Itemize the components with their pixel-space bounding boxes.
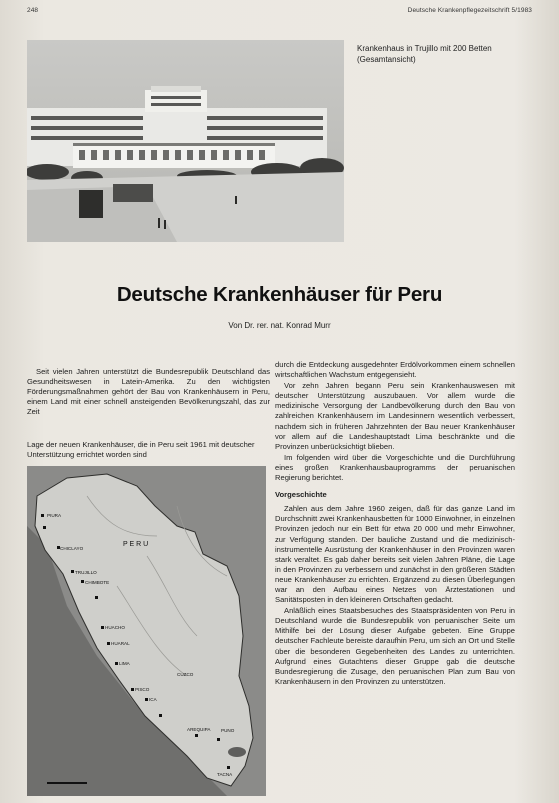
photo-caption: Krankenhaus in Trujillo mit 200 Betten (Gesamtansicht) — [357, 44, 492, 64]
map-label-piura: PIURA — [47, 513, 62, 518]
left-column — [27, 367, 270, 417]
right-paragraph-2: Vor zehn Jahren begann Peru sein Krankenhauswesen mit deutscher Unterstützung auszubauen. Vor allem wurde die medizinische Versorgung der Landbevölkerung durch den Bau von zahlreichen Krankenhäusern im Landesinnern wesentlich verbessert, nachdem sich in früheren Jahrzehnten der Bau neuer Krankenhäuser vor allem auf die Landeshauptstadt Lima beschränkte und die Provinzen unberücksichtigt blieben. — [275, 381, 515, 451]
map-country-label: P E R U — [123, 541, 149, 548]
map-label-pisco: PISCO — [135, 687, 150, 692]
map-label-huacho: HUACHO — [105, 625, 125, 630]
article-author: Von Dr. rer. nat. Konrad Murr — [228, 321, 331, 330]
right-paragraph-1: durch die Entdeckung ausgedehnter Erdölvorkommen einem schnellen wirtschaftlichen Wachstum entgegensieht. — [275, 360, 515, 380]
map-label-huaral: HUARAL — [111, 641, 130, 646]
map-label-tacna: TACNA — [217, 772, 233, 777]
right-paragraph-5: Anläßlich eines Staatsbesuches des Staatspräsidenten von Peru in Deutschland wurde die Bundesrepublik von peruanischer Seite um Mithilfe bei der Lösung dieser Aufgabe gebeten. Eine Gruppe deutscher Fachleute bereiste daraufhin Peru, um sich an Ort und Stelle über die besonderen Gegebenheiten des Landes zu unterrichten. Aufgrund eines Gutachtens dieser Gruppe gab die deutsche Bundesregierung die Zusage, den peruanischen Plan zum Bau von Krankenhäusern in den Provinzen zu unterstützen. — [275, 606, 515, 686]
intro-paragraph: Seit vielen Jahren unterstützt die Bundesrepublik Deutschland das Gesundheitswesen in Latein-Amerika. Zu den wichtigsten Förderungsmaßnahmen gehört der Bau von Krankenhäusern in Peru, einem Land mit einer schnell ansteigenden Bevölkerungszahl, das zur Zeit — [27, 367, 270, 417]
map-label-puno: PUNO — [221, 728, 235, 733]
map-caption: Lage der neuen Krankenhäuser, die in Peru seit 1961 mit deutscher Unterstützung errichtet worden sind — [27, 440, 255, 460]
article-title: Deutsche Krankenhäuser für Peru — [116, 283, 443, 306]
running-header: Deutsche Krankenpflegezeitschrift 5/1983 — [407, 7, 532, 14]
map-label-lima: LIMA — [119, 661, 130, 666]
peru-map — [27, 466, 266, 796]
map-label-chimbote: CHIMBOTE — [85, 580, 110, 585]
map-label-trujillo: TRUJILLO — [75, 570, 97, 575]
hospital-photo — [27, 40, 344, 242]
map-label-chiclayo: CHICLAYO — [60, 546, 84, 551]
right-paragraph-4: Zahlen aus dem Jahre 1960 zeigen, daß für das ganze Land im Durchschnitt zwei Krankenhausbetten für 1000 Einwohner, in einzelnen Provinzen jedoch nur ein Bett für etwa 20 000 und mehr Einwohner, zur Verfügung standen. Der bauliche Zustand und die medizinisch-instrumentelle Ausrüstung der Krankenhäuser in den Provinzen waren stark veraltet. Es gab daher bereits seit vielen Jahren Pläne, die Lage in den Provinzen zu verbessern und zunächst in den größeren Städten neue Krankenhäuser zu errichten. Ergänzend zu diesen Überlegungen war an den Aufbau eines Netzes von Ärztestationen und Sanitätsposten in den kleineren Ortschaften gedacht. — [275, 504, 515, 605]
map-label-ica: ICA — [149, 697, 157, 702]
page-number: 248 — [27, 7, 39, 14]
section-heading: Vorgeschichte — [275, 490, 327, 500]
right-paragraph-3: Im folgenden wird über die Vorgeschichte und die Durchführung eines großen Krankenhausbauprogramms der peruanischen Regierung berichtet. — [275, 452, 515, 483]
map-label-cuzco: CUZCO — [177, 672, 194, 677]
right-column — [275, 360, 515, 687]
map-label-arequipa: AREQUIPA — [187, 727, 211, 732]
